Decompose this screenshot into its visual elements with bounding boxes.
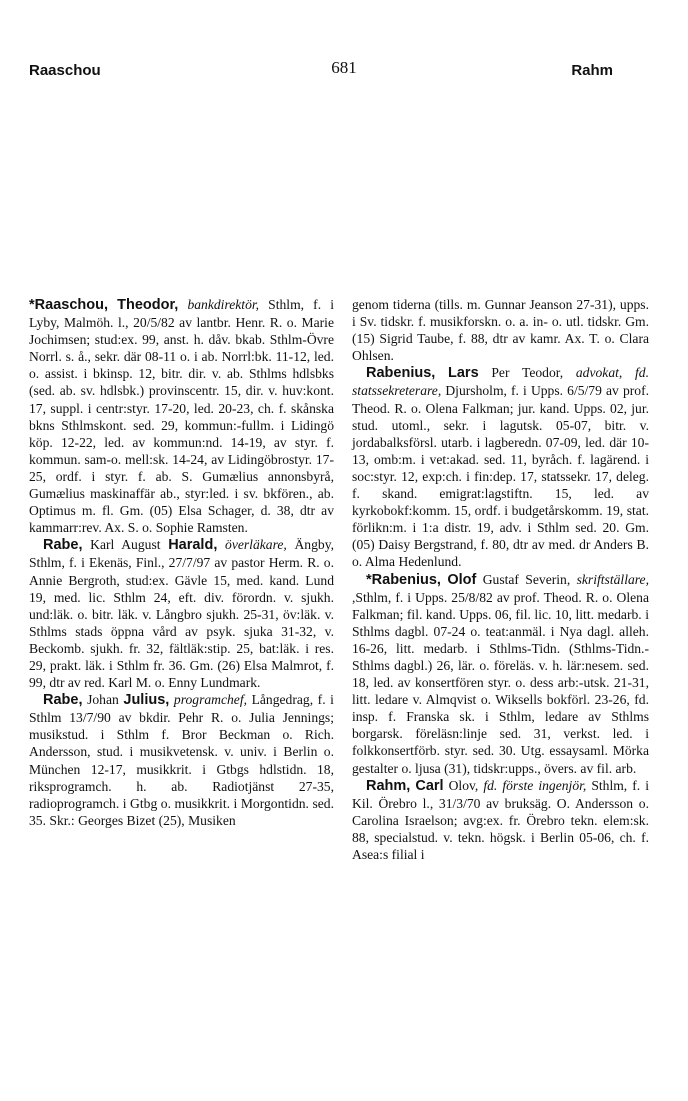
entry-surname: Rahm, (366, 777, 411, 794)
entry-title: programchef, (173, 692, 248, 708)
entry-continuation (352, 296, 649, 364)
entry-rabe-harald (29, 536, 334, 691)
entry-given-name: Johan (87, 692, 119, 708)
entry-rahm-carl (352, 777, 649, 863)
entry-text: Djursholm, f. i Upps. 6/5/79 av prof. Theod. R. o. Olena Falkman; jur. kand. Upps. 02, jur. stud. utoml., sekr. i lagutsk. 05-07, bitr. v. jordabalksförsl. utarb. i lagberedn. 07-09, led. där 10-13, omb:m. i vet:akad. sed. 11, byråch. f. lagärend. i soc:styr. 12, exp:ch. i fin:dep. 17, statssekr. 17, deleg. f. skand. emigrat:lagstiftn. 15, led. av kyrkobokf:komm. 15, ordf. i budgetårskomm. 19, stat. förlikn:m. i 1:a distr. 19, adv. i Sthlm sed. 20. Gm. (05) Daisy Bergstrand, f. 80, dtr av med. dr Anders B. o. Alma Hedenlund. (352, 383, 649, 570)
running-head-left: Raaschou (29, 62, 101, 79)
entry-surname: Raaschou, (34, 297, 108, 313)
entry-surname: Rabenius, (371, 571, 441, 588)
entry-given-name-plain: Per Teodor, (491, 365, 564, 381)
entry-surname: Rabe, (43, 692, 83, 709)
entry-rabe-julius (29, 691, 334, 829)
entry-given-name: Karl August (90, 537, 161, 553)
entry-title: advokat, fd. statssekreterare, (352, 365, 649, 399)
entry-rabenius-olof: *Rabenius, Olof Gustaf Severin, skriftställare, ,Sthlm, f. i Upps. 25/8/82 av prof. Theod. R. o. Olena Falkman; fil. kand. Upps. 06, fil. lic. 10, litt. medarb. i Sthlms dagbl. 07-24 o. teat:anmäl. i Nya dagl. alleh. 16-26, litt. medarb. i Sthlms-Tidn. (Sthlms-Tidn.-Sthlms dagbl.) 26, lär. o. föreläs. v. h. lär:nesem. sed. 18, led. av konsertfören styr. o. dess arb:-utsk. 21-31, litt. ledare v. Almqvist o. Wiksells bokförl. 23-26, fd. insp. f. Franska sk. i Sthlm, ledare av Sthlms borgarsk. föreläsn:linje sed. 31, verkst. led. i folkkonsertförb. styr. sed. 30. Utg. essaysaml. Mörka gestalter o. ljusa (31), tidskr:upps., övers. av fil. arb. (352, 571, 649, 776)
entry-rabenius-lars (352, 364, 649, 570)
running-head-right: Rahm (571, 62, 613, 79)
entry-given-name: Theodor, (117, 297, 179, 313)
entry-given-name-bold: Harald, (168, 537, 218, 554)
entry-title: skriftställare, (576, 571, 649, 587)
entry-surname: Rabe, (43, 537, 83, 554)
entry-given-name-plain: Olov, (448, 777, 479, 793)
entry-text: ,Sthlm, f. i Upps. 25/8/82 av prof. Theod. R. o. Olena Falkman; fil. kand. Upps. 06, fil. lic. 10, litt. medarb. i Sthlms dagbl. 07-24 o. teat:anmäl. i Nya dagl. alleh. 16-26, litt. medarb. i Sthlms-Tidn. (Sthlms-Tidn.-Sthlms dagbl.) 26, lär. o. föreläs. v. h. lär:nesem. sed. 18, led. av konsertfören styr. o. dess arb:-utsk. 21-31, litt. ledare v. Almqvist o. Wiksells bokförl. 23-26, fd. insp. f. Franska sk. i Sthlm, ledare av Sthlms borgarsk. föreläsn:linje sed. 31, verkst. led. i folkkonsertförb. styr. sed. 30. Utg. essaysaml. Mörka gestalter o. ljusa (31), tidskr:upps., övers. av fil. arb. (352, 589, 649, 776)
entry-given-name: Carl (415, 777, 444, 794)
left-column (29, 296, 334, 829)
entry-given-name: Olof (447, 571, 477, 588)
entry-text: Sthlm, f. i Lyby, Malmöh. l., 20/5/82 av lantbr. Henr. R. o. Marie Jochimsen; stud:ex. 99, anst. h. dåv. bkab. Sthlm-Övre Norrl. s. å., sekr. där 08-11 o. i ab. Norrl:bk. 11-12, led. o. assist. i bkinsp. 12, bitr. dir. v. ab. Sthlms hdlsbks (sed. ab. sv. hdlsbk.) provinscentr. 15, dir. v. huv:kont. 17, suppl. i centr:styr. 17-20, led. 20-23, ch. f. skånska bkns Sthlmskont. sed. 29, kommun:-fullm. i Lidingö köp. 12-22, led. av kommun:nd. 14-19, av styr. f. kommun. sam-o. mell:sk. 14-24, av Lidingöbrostyr. 17-25, ordf. i styr. f. ab. S. Gumælius annonsbyrå, Gumælius maskinaffär ab., styr:led. i sv. bkfören., ab. Optimus m. fl. Gm. (05) Elsa Schager, d. 38, dtr av kammarr:rev. Ax. S. o. Sophie Ramsten. (29, 297, 334, 536)
entry-title: fd. förste ingenjör, (483, 777, 587, 793)
entry-title: överläkare, (225, 537, 287, 553)
entry-text: genom tiderna (tills. m. Gunnar Jeanson 27-31), upps. i Sv. tidskr. f. musikforskn. o. a. in- o. utl. tidskr. Gm. (15) Sigrid Taube, f. 88, dtr av kamr. Ax. T. o. Clara Ohlsen. (352, 297, 649, 364)
entry-given-name-bold: Julius, (123, 692, 170, 709)
entry-text: Sthlm, f. i Kil. Örebro l., 31/3/70 av bruksäg. O. Andersson o. Carolina Israelson; avg:ex. fr. Örebro tekn. elem:sk. 88, specialstud. v. tekn. högsk. i Berlin 05-06, ch. f. Asea:s filial i (352, 777, 649, 862)
entry-text: Ängby, Sthlm, f. i Ekenäs, Finl., 27/7/97 av pastor Herm. R. o. Annie Bergroth, stud:ex. Gävle 15, med. kand. Lund 19, med. lic. Sthlm 24, eft. div. förordn. v. sjukh. und:läk. o. bitr. läk. v. Långbro sjukh. 25-31, öv:läk. v. Sthlms stads öppna vård av psyk. sjuka 31-32, v. Beckomb. sjukh. fr. 32, fältläk:stip. 25, bat:läk. i res. 29, prakt. läk. i Sthlm fr. 36. Gm. (26) Elsa Malmrot, f. 99, dtr av red. Karl M. o. Enny Lundmark. (29, 537, 335, 691)
entry-text: Långedrag, f. i Sthlm 13/7/90 av bkdir. Pehr R. o. Julia Jennings; musikstud. i Sthlm f. Bror Beckman o. Rich. Andersson, stud. i musikvetensk. v. univ. i Berlin o. München 12-17, musikkrit. i Gtbgs hdlstidn. 18, riksprogramch. h. ab. Radiotjänst 27-35, radioprogramch. i Gtbg o. musikkrit. i Morgontidn. sed. 35. Skr.: Georges Bizet (25), Musiken (29, 692, 334, 828)
entry-given-name: Lars (448, 365, 479, 382)
entry-raaschou-theodor: *Raaschou, Theodor, bankdirektör, Sthlm, f. i Lyby, Malmöh. l., 20/5/82 av lantbr. Henr. R. o. Marie Jochimsen; stud:ex. 99, anst. h. dåv. bkab. Sthlm-Övre Norrl. s. å., sekr. där 08-11 o. i ab. Norrl:bk. 11-12, led. o. assist. i bkinsp. 12, bitr. dir. v. ab. Sthlms hdlsbks (sed. ab. sv. hdlsbk.) provinscentr. 15, dir. v. huv:kont. 17, suppl. i centr:styr. 17-20, led. 20-23, ch. f. skånska bkns Sthlmskont. sed. 29, kommun:-fullm. i Lidingö köp. 12-22, led. av kommun:nd. 14-19, av styr. f. kommun. sam-o. mell:sk. 14-24, av Lidingöbrostyr. 17-25, ordf. i styr. f. ab. S. Gumælius annonsbyrå, Gumælius maskinaffär ab., styr:led. i sv. bkfören., ab. Optimus m. fl. Gm. (05) Elsa Schager, d. 38, dtr av kammarr:rev. Ax. S. o. Sophie Ramsten. (29, 297, 334, 536)
entry-given-name-plain: Gustaf Severin, (482, 571, 571, 587)
entry-surname: Rabenius, (366, 365, 436, 382)
page-number: 681 (331, 58, 357, 77)
entry-title: bankdirektör, (187, 297, 260, 312)
right-column (352, 296, 649, 863)
